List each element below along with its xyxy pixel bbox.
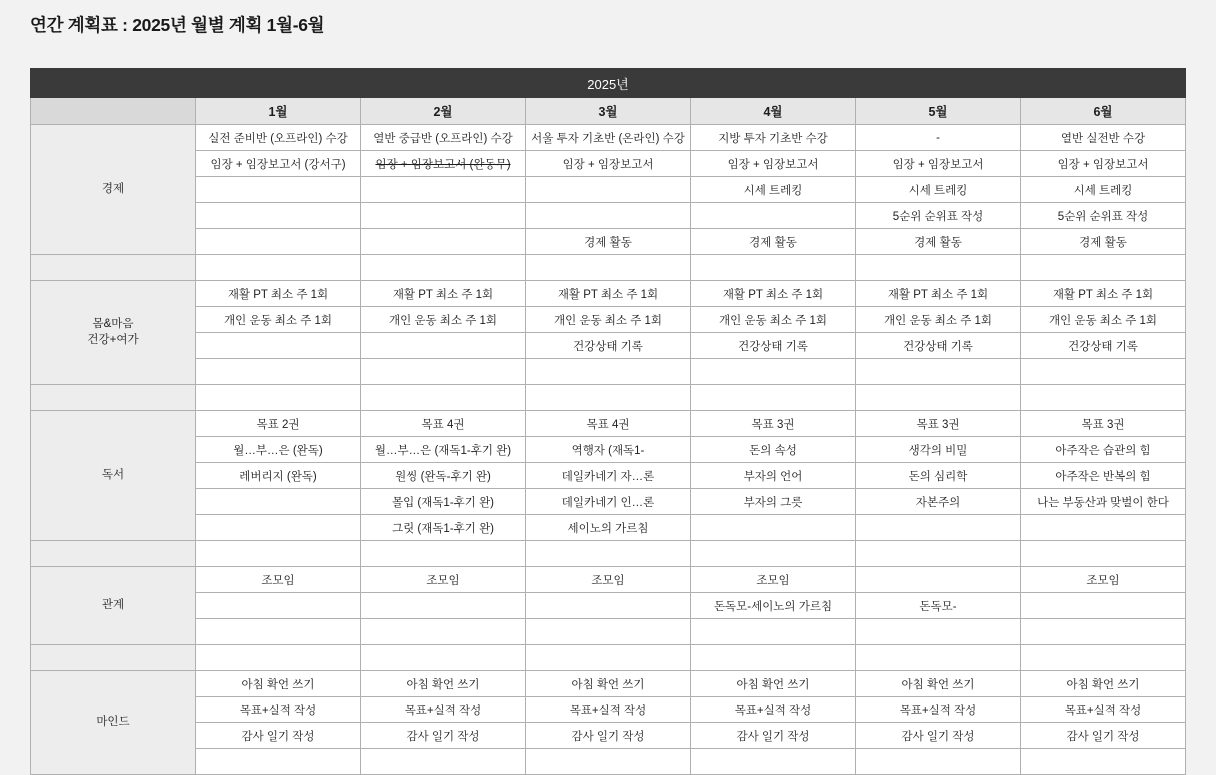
table-row: [31, 671, 1186, 697]
plan-cell[interactable]: [1021, 749, 1186, 775]
table-row: [31, 359, 1186, 385]
plan-cell[interactable]: 개인 운동 최소 주 1회: [361, 307, 526, 333]
plan-cell[interactable]: 임장 + 임장보고서: [691, 151, 856, 177]
plan-cell[interactable]: [361, 359, 526, 385]
plan-cell[interactable]: [526, 593, 691, 619]
plan-cell[interactable]: 목표+실적 작성: [691, 697, 856, 723]
table-row: [31, 749, 1186, 775]
plan-cell[interactable]: 돈의 속성: [691, 437, 856, 463]
plan-cell[interactable]: 조모임: [526, 567, 691, 593]
table-row: [31, 307, 1186, 333]
plan-cell[interactable]: [691, 515, 856, 541]
plan-cell[interactable]: 아침 확언 쓰기: [526, 671, 691, 697]
month-header-cell: 6월: [1021, 98, 1186, 125]
plan-cell[interactable]: [196, 203, 361, 229]
plan-cell[interactable]: 목표+실적 작성: [856, 697, 1021, 723]
month-header-cell: 1월: [196, 98, 361, 125]
plan-cell[interactable]: 월…부…은 (완독): [196, 437, 361, 463]
section-separator-cell: [196, 255, 361, 281]
table-row: [31, 437, 1186, 463]
plan-cell[interactable]: [856, 567, 1021, 593]
plan-cell[interactable]: [1021, 359, 1186, 385]
plan-cell[interactable]: 감사 일기 작성: [1021, 723, 1186, 749]
section-separator-cell: [361, 541, 526, 567]
table-row: [31, 697, 1186, 723]
plan-cell[interactable]: [196, 229, 361, 255]
plan-cell[interactable]: -: [856, 125, 1021, 151]
plan-cell[interactable]: [196, 619, 361, 645]
plan-cell[interactable]: 서울 투자 기초반 (온라인) 수강: [526, 125, 691, 151]
plan-cell[interactable]: 지방 투자 기초반 수강: [691, 125, 856, 151]
plan-cell[interactable]: [856, 619, 1021, 645]
table-row: [31, 203, 1186, 229]
plan-cell[interactable]: 돈독모-세이노의 가르침: [691, 593, 856, 619]
plan-cell[interactable]: [1021, 619, 1186, 645]
table-row: [31, 411, 1186, 437]
annual-plan-table-container: [30, 68, 1186, 775]
plan-cell[interactable]: [856, 515, 1021, 541]
category-label: 관계: [31, 567, 196, 645]
plan-cell[interactable]: 아침 확언 쓰기: [691, 671, 856, 697]
section-separator-cell: [1021, 645, 1186, 671]
section-separator-cell: [1021, 385, 1186, 411]
section-separator: [31, 385, 1186, 411]
section-separator-cell: [361, 645, 526, 671]
plan-cell[interactable]: [196, 515, 361, 541]
plan-cell[interactable]: [691, 619, 856, 645]
section-separator-cell: [196, 645, 361, 671]
plan-cell[interactable]: [196, 177, 361, 203]
plan-cell[interactable]: 개인 운동 최소 주 1회: [526, 307, 691, 333]
plan-cell[interactable]: 감사 일기 작성: [856, 723, 1021, 749]
plan-cell[interactable]: [361, 203, 526, 229]
table-row: [31, 229, 1186, 255]
plan-cell[interactable]: 시세 트레킹: [856, 177, 1021, 203]
plan-cell[interactable]: 임장 + 임장보고서 (완동무): [361, 151, 526, 177]
plan-cell[interactable]: 목표 3권: [856, 411, 1021, 437]
section-separator-cell: [1021, 255, 1186, 281]
plan-cell[interactable]: 아주작은 반복의 힘: [1021, 463, 1186, 489]
plan-cell[interactable]: 아주작은 습관의 힘: [1021, 437, 1186, 463]
plan-cell[interactable]: 재활 PT 최소 주 1회: [361, 281, 526, 307]
plan-cell[interactable]: [196, 489, 361, 515]
plan-cell[interactable]: 조모임: [361, 567, 526, 593]
plan-cell[interactable]: 조모임: [691, 567, 856, 593]
table-row: [31, 489, 1186, 515]
plan-cell[interactable]: 부자의 그릇: [691, 489, 856, 515]
plan-cell[interactable]: [361, 619, 526, 645]
plan-cell[interactable]: [691, 749, 856, 775]
section-separator-cell: [31, 385, 196, 411]
plan-cell[interactable]: 나는 부동산과 맞벌이 한다: [1021, 489, 1186, 515]
section-separator-cell: [31, 541, 196, 567]
plan-cell[interactable]: 몰입 (재독1-후기 완): [361, 489, 526, 515]
plan-cell[interactable]: 목표 4권: [526, 411, 691, 437]
plan-cell[interactable]: 조모임: [196, 567, 361, 593]
plan-cell[interactable]: 시세 트레킹: [691, 177, 856, 203]
month-header-cell: 3월: [526, 98, 691, 125]
plan-cell[interactable]: 목표 4권: [361, 411, 526, 437]
page-title: 연간 계획표 : 2025년 월별 계획 1월-6월: [30, 15, 325, 35]
section-separator: [31, 255, 1186, 281]
plan-cell[interactable]: [196, 333, 361, 359]
plan-cell[interactable]: [361, 749, 526, 775]
plan-cell[interactable]: [361, 333, 526, 359]
plan-cell[interactable]: 아침 확언 쓰기: [856, 671, 1021, 697]
plan-cell[interactable]: [196, 593, 361, 619]
month-header-cell: 2월: [361, 98, 526, 125]
section-separator-cell: [31, 255, 196, 281]
plan-cell[interactable]: 개인 운동 최소 주 1회: [1021, 307, 1186, 333]
plan-cell[interactable]: 목표 3권: [691, 411, 856, 437]
section-separator-cell: [526, 255, 691, 281]
plan-cell[interactable]: 경제 활동: [856, 229, 1021, 255]
plan-cell[interactable]: [1021, 515, 1186, 541]
plan-cell[interactable]: 경제 활동: [691, 229, 856, 255]
plan-cell[interactable]: [691, 203, 856, 229]
plan-cell[interactable]: 감사 일기 작성: [361, 723, 526, 749]
plan-cell[interactable]: [196, 749, 361, 775]
plan-cell[interactable]: [856, 359, 1021, 385]
year-header-cell: 2025년: [31, 69, 1186, 98]
month-header-cell: 5월: [856, 98, 1021, 125]
year-header-row: [31, 69, 1186, 98]
section-separator-cell: [526, 645, 691, 671]
plan-cell[interactable]: [196, 359, 361, 385]
table-row: [31, 463, 1186, 489]
plan-cell[interactable]: 목표+실적 작성: [1021, 697, 1186, 723]
plan-cell[interactable]: 개인 운동 최소 주 1회: [856, 307, 1021, 333]
plan-cell[interactable]: 열반 중급반 (오프라인) 수강: [361, 125, 526, 151]
plan-cell[interactable]: 돈독모-: [856, 593, 1021, 619]
section-separator-cell: [856, 645, 1021, 671]
table-row: [31, 125, 1186, 151]
plan-cell[interactable]: 아침 확언 쓰기: [196, 671, 361, 697]
plan-cell[interactable]: [361, 177, 526, 203]
section-separator-cell: [691, 255, 856, 281]
plan-cell[interactable]: 임장 + 임장보고서 (강서구): [196, 151, 361, 177]
plan-cell[interactable]: 재활 PT 최소 주 1회: [196, 281, 361, 307]
section-separator-cell: [691, 385, 856, 411]
plan-cell[interactable]: 건강상태 기록: [526, 333, 691, 359]
section-separator-cell: [856, 255, 1021, 281]
plan-cell[interactable]: 재활 PT 최소 주 1회: [526, 281, 691, 307]
section-separator-cell: [526, 541, 691, 567]
month-header-row: [31, 98, 1186, 125]
plan-cell[interactable]: [1021, 593, 1186, 619]
plan-cell[interactable]: 열반 실전반 수강: [1021, 125, 1186, 151]
section-separator-cell: [196, 541, 361, 567]
plan-cell[interactable]: 부자의 언어: [691, 463, 856, 489]
section-separator: [31, 541, 1186, 567]
plan-cell[interactable]: 경제 활동: [526, 229, 691, 255]
section-separator-cell: [856, 541, 1021, 567]
section-separator-cell: [856, 385, 1021, 411]
plan-cell[interactable]: 세이노의 가르침: [526, 515, 691, 541]
plan-cell[interactable]: 목표 2권: [196, 411, 361, 437]
section-separator-cell: [1021, 541, 1186, 567]
plan-cell[interactable]: [526, 619, 691, 645]
plan-cell[interactable]: 재활 PT 최소 주 1회: [1021, 281, 1186, 307]
plan-cell[interactable]: 아침 확언 쓰기: [1021, 671, 1186, 697]
plan-cell[interactable]: [691, 359, 856, 385]
plan-cell[interactable]: 목표+실적 작성: [196, 697, 361, 723]
plan-cell[interactable]: 건강상태 기록: [856, 333, 1021, 359]
section-separator-cell: [361, 255, 526, 281]
plan-cell[interactable]: 실전 준비반 (오프라인) 수강: [196, 125, 361, 151]
plan-cell[interactable]: 시세 트레킹: [1021, 177, 1186, 203]
table-row: [31, 567, 1186, 593]
plan-cell[interactable]: 개인 운동 최소 주 1회: [691, 307, 856, 333]
plan-cell[interactable]: 조모임: [1021, 567, 1186, 593]
annual-plan-table: [30, 68, 1186, 775]
plan-cell[interactable]: 임장 + 임장보고서: [526, 151, 691, 177]
plan-cell[interactable]: 원씽 (완독-후기 완): [361, 463, 526, 489]
plan-cell[interactable]: 월…부…은 (재독1-후기 완): [361, 437, 526, 463]
table-row: [31, 593, 1186, 619]
plan-cell[interactable]: [526, 177, 691, 203]
plan-cell[interactable]: 경제 활동: [1021, 229, 1186, 255]
plan-cell[interactable]: 임장 + 임장보고서: [1021, 151, 1186, 177]
plan-cell[interactable]: [361, 593, 526, 619]
category-label: 독서: [31, 411, 196, 541]
category-label: 마인드: [31, 671, 196, 775]
category-label: 몸&마음 건강+여가: [31, 281, 196, 385]
plan-cell[interactable]: 역행자 (재독1-: [526, 437, 691, 463]
table-corner-cell: [31, 98, 196, 125]
plan-cell[interactable]: 재활 PT 최소 주 1회: [856, 281, 1021, 307]
section-separator-cell: [526, 385, 691, 411]
plan-cell[interactable]: 개인 운동 최소 주 1회: [196, 307, 361, 333]
plan-cell[interactable]: 건강상태 기록: [691, 333, 856, 359]
table-row: [31, 515, 1186, 541]
section-separator-cell: [361, 385, 526, 411]
plan-cell[interactable]: 목표+실적 작성: [526, 697, 691, 723]
section-separator-cell: [31, 645, 196, 671]
plan-cell[interactable]: [526, 749, 691, 775]
month-header-cell: 4월: [691, 98, 856, 125]
section-separator-cell: [691, 541, 856, 567]
plan-cell[interactable]: [526, 359, 691, 385]
category-label: 경제: [31, 125, 196, 255]
plan-cell[interactable]: 아침 확언 쓰기: [361, 671, 526, 697]
plan-cell[interactable]: 데일카네기 자…론: [526, 463, 691, 489]
plan-cell[interactable]: 재활 PT 최소 주 1회: [691, 281, 856, 307]
plan-cell[interactable]: 임장 + 임장보고서: [856, 151, 1021, 177]
plan-cell[interactable]: [856, 749, 1021, 775]
plan-cell[interactable]: 감사 일기 작성: [691, 723, 856, 749]
plan-cell[interactable]: 목표 3권: [1021, 411, 1186, 437]
plan-cell[interactable]: 목표+실적 작성: [361, 697, 526, 723]
plan-cell[interactable]: 레버리지 (완독): [196, 463, 361, 489]
table-row: [31, 723, 1186, 749]
section-separator: [31, 645, 1186, 671]
plan-cell[interactable]: 건강상태 기록: [1021, 333, 1186, 359]
table-row: [31, 151, 1186, 177]
table-row: [31, 333, 1186, 359]
table-row: [31, 619, 1186, 645]
section-separator-cell: [691, 645, 856, 671]
plan-cell[interactable]: 생각의 비밀: [856, 437, 1021, 463]
table-row: [31, 281, 1186, 307]
plan-cell[interactable]: 감사 일기 작성: [196, 723, 361, 749]
plan-cell[interactable]: 자본주의: [856, 489, 1021, 515]
plan-cell[interactable]: 그릿 (재독1-후기 완): [361, 515, 526, 541]
plan-cell[interactable]: 감사 일기 작성: [526, 723, 691, 749]
plan-cell[interactable]: [526, 203, 691, 229]
section-separator-cell: [196, 385, 361, 411]
plan-cell[interactable]: 데일카네기 인…론: [526, 489, 691, 515]
plan-cell[interactable]: 돈의 심리학: [856, 463, 1021, 489]
plan-cell[interactable]: 5순위 순위표 작성: [1021, 203, 1186, 229]
plan-cell[interactable]: [361, 229, 526, 255]
plan-cell[interactable]: 5순위 순위표 작성: [856, 203, 1021, 229]
table-row: [31, 177, 1186, 203]
